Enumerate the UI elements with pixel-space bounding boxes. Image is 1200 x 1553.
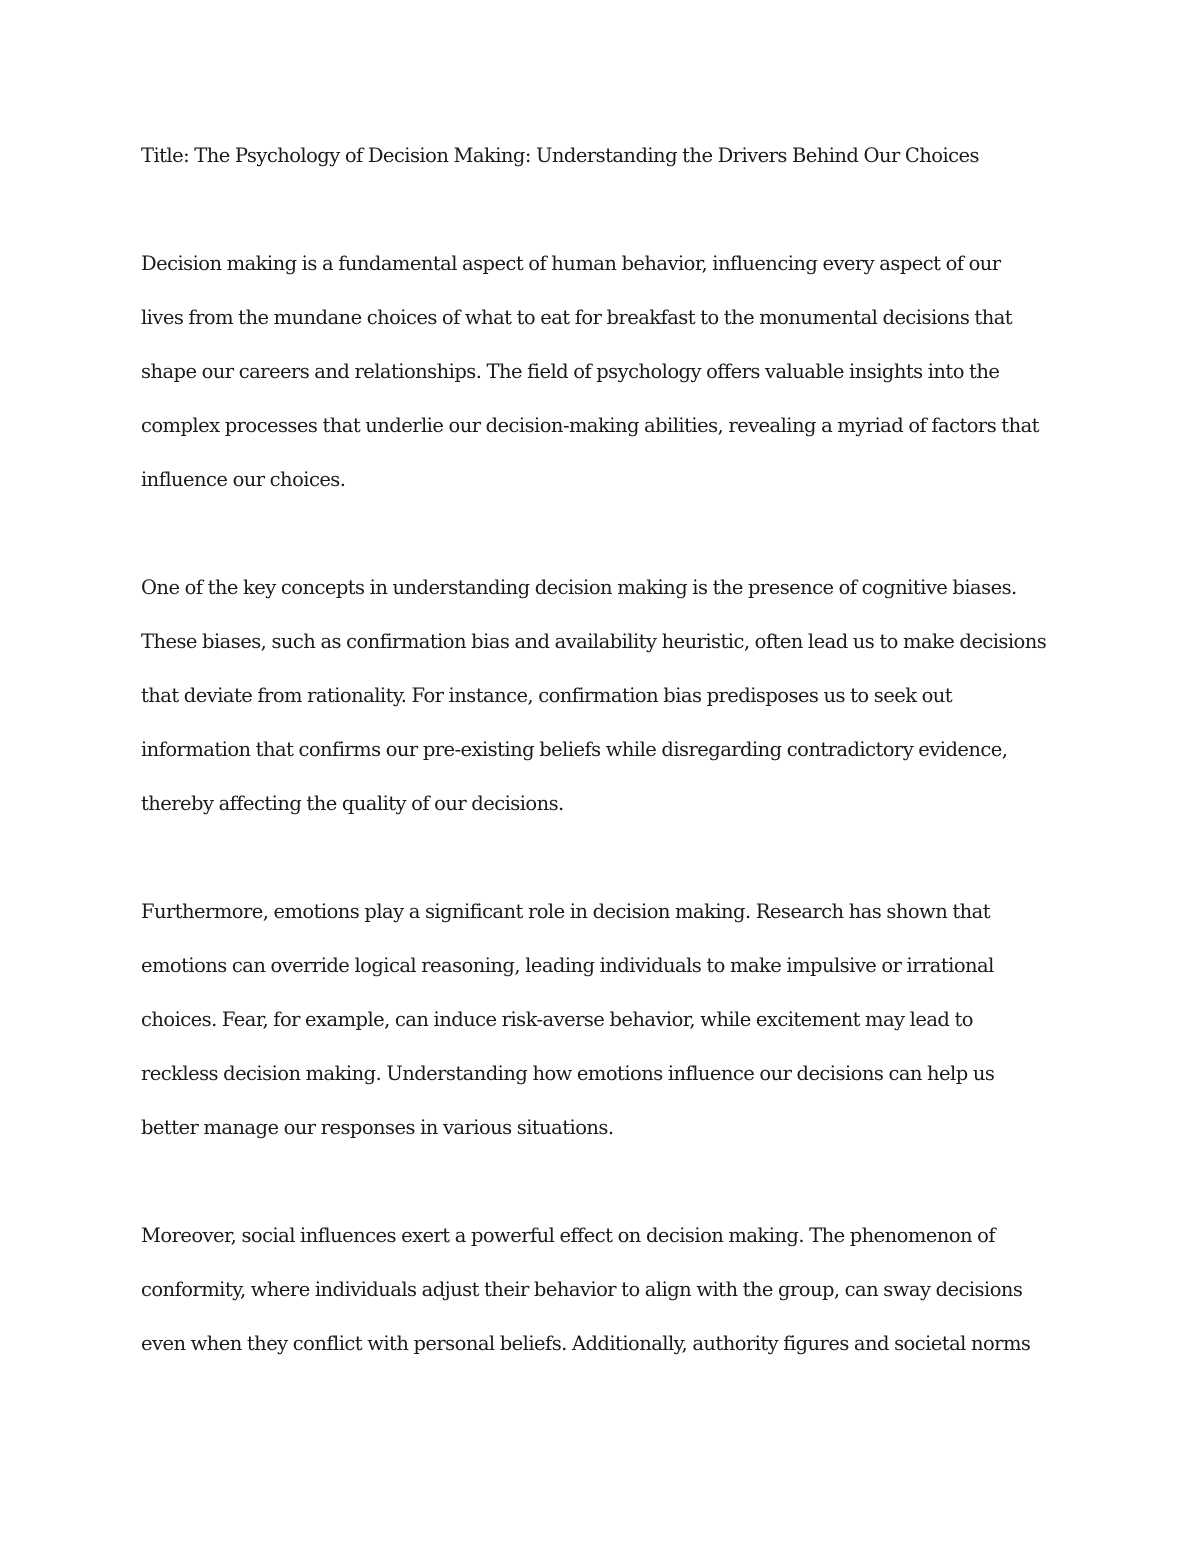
paragraph-1-line-2: lives from the mundane choices of what to eat for breakfast to the monumental decisions that xyxy=(141,306,1013,329)
paragraph-3-line-4: reckless decision making. Understanding how emotions influence our decisions can help us xyxy=(141,1062,995,1085)
paragraph-1-line-3: shape our careers and relationships. The field of psychology offers valuable insights into the xyxy=(141,360,1000,383)
paragraph-1-line-5: influence our choices. xyxy=(141,468,346,491)
paragraph-1-line-4: complex processes that underlie our decision-making abilities, revealing a myriad of factors that xyxy=(141,414,1039,437)
document-title: Title: The Psychology of Decision Making: Understanding the Drivers Behind Our Choices xyxy=(141,144,979,167)
paragraph-3-line-3: choices. Fear, for example, can induce risk-averse behavior, while excitement may lead to xyxy=(141,1008,973,1031)
paragraph-1-line-1: Decision making is a fundamental aspect of human behavior, influencing every aspect of our xyxy=(141,252,1001,275)
paragraph-4-line-1: Moreover, social influences exert a powerful effect on decision making. The phenomenon of xyxy=(141,1224,996,1247)
paragraph-3-line-5: better manage our responses in various situations. xyxy=(141,1116,614,1139)
paragraph-3-line-1: Furthermore, emotions play a significant role in decision making. Research has shown that xyxy=(141,900,991,923)
paragraph-2-line-4: information that confirms our pre-existing beliefs while disregarding contradictory evidence, xyxy=(141,738,1008,761)
paragraph-2-line-1: One of the key concepts in understanding decision making is the presence of cognitive biases. xyxy=(141,576,1017,599)
paragraph-4-line-2: conformity, where individuals adjust their behavior to align with the group, can sway decisions xyxy=(141,1278,1023,1301)
paragraph-2-line-5: thereby affecting the quality of our decisions. xyxy=(141,792,564,815)
paragraph-2-line-3: that deviate from rationality. For instance, confirmation bias predisposes us to seek out xyxy=(141,684,953,707)
paragraph-4-line-3: even when they conflict with personal beliefs. Additionally, authority figures and societal norms xyxy=(141,1332,1031,1355)
paragraph-3-line-2: emotions can override logical reasoning, leading individuals to make impulsive or irrational xyxy=(141,954,994,977)
paragraph-2-line-2: These biases, such as confirmation bias and availability heuristic, often lead us to make decisions xyxy=(141,630,1047,653)
